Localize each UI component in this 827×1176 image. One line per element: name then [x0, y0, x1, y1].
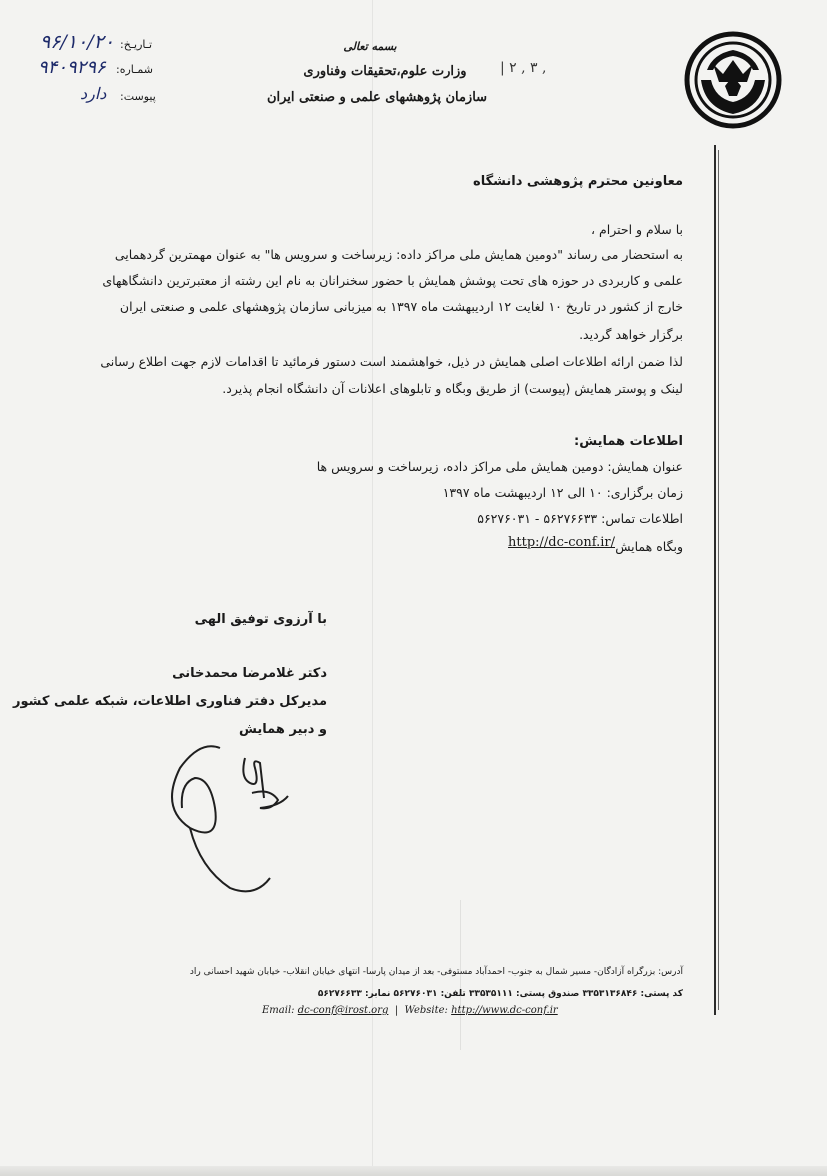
date-value: ۹۶/۱۰/۲۰ — [40, 31, 115, 53]
paragraph-line: علمی و کاربردی در حوزه های تحت پوشش همایش با حضور سخنرانان به نام این رشته از معتبرترین دانشگاههای — [102, 273, 683, 288]
conference-date: زمان برگزاری: ۱۰ الی ۱۲ اردیبهشت ماه ۱۳۹۷ — [442, 485, 683, 500]
paragraph-line: لینک و پوستر همایش (پیوست) از طریق وبگاه و تابلوهای اعلانات آن دانشگاه انجام پذیرد. — [222, 381, 683, 396]
paragraph-line: لذا ضمن ارائه اطلاعات اصلی همایش در ذیل، خواهشمند است دستور فرمائید تا اقدامات لازم جهت اطلاع رسانی — [100, 354, 683, 369]
signer-role: و دبیر همایش — [239, 722, 327, 737]
website-label: Website: — [404, 1005, 448, 1016]
date-label: تـاریـخ: — [120, 38, 153, 51]
organization-logo-icon — [683, 30, 783, 130]
separator: | — [391, 1005, 402, 1016]
conference-info-heading: اطلاعات همایش: — [574, 434, 683, 449]
margin-rule — [718, 150, 719, 1010]
handwritten-signature — [160, 738, 310, 898]
signer-name: دکتر غلامرضا محمدخانی — [172, 666, 327, 681]
paper-fold-line — [372, 0, 373, 1176]
email-label: Email: — [262, 1005, 295, 1016]
footer-web — [262, 1005, 558, 1016]
number-value: ۹۴۰۹۲۹۶ — [38, 57, 106, 78]
footer-address: آدرس: بزرگراه آزادگان- مسیر شمال به جنوب- احمدآباد مستوفی- بعد از میدان پارسا- انتهای خیابان انقلاب- خیابان شهید احسانی راد — [189, 967, 683, 977]
paragraph-line: به استحضار می رساند "دومین همایش ملی مراکز داده: زیرساخت و سرویس ها" به عنوان مهمترین گردهمایی — [114, 247, 683, 262]
ministry-name: وزارت علوم،تحقیقات وفناوری — [303, 64, 467, 79]
page-edge — [0, 1166, 827, 1176]
footer-contacts: کد پستی: ۳۳۵۳۱۳۶۸۴۶ صندوق پستی: ۳۳۵۳۵۱۱۱ تلفن: ۵۶۲۷۶۰۳۱ نمابر: ۵۶۲۷۶۶۳۳ — [317, 989, 683, 999]
organization-name: سازمان پژوهشهای علمی و صنعتی ایران — [266, 90, 488, 105]
paragraph-line: خارج از کشور در تاریخ ۱۰ لغایت ۱۲ اردیبهشت ماه ۱۳۹۷ به میزبانی سازمان پژوهشهای علمی و صنعتی ایران — [119, 299, 683, 314]
paragraph-line: برگزار خواهد گردید. — [579, 327, 683, 342]
conference-website-label: وبگاه همایش — [615, 539, 683, 554]
email-link[interactable]: dc-conf@irost.org — [297, 1005, 389, 1016]
closing-wish: با آرزوی توفیق الهی — [194, 612, 327, 627]
attachment-label: پیوست: — [120, 90, 156, 103]
number-label: شمـاره: — [116, 63, 153, 76]
conference-contact: اطلاعات تماس: ۵۶۲۷۶۶۳۳ - ۵۶۲۷۶۰۳۱ — [477, 511, 683, 526]
conference-website-link[interactable]: http://dc-conf.ir/ — [508, 535, 615, 550]
recipient: معاونین محترم پژوهشی دانشگاه — [473, 174, 683, 189]
greeting: با سلام و احترام ، — [590, 222, 683, 237]
signer-title: مدیرکل دفتر فناوری اطلاعات، شبکه علمی کشور — [13, 694, 327, 709]
registration-marks: | ۲ , ٣ , — [500, 60, 547, 76]
attachment-value: دارد — [80, 84, 107, 103]
margin-rule — [714, 145, 716, 1015]
website-link[interactable]: http://www.dc-conf.ir — [451, 1005, 558, 1016]
conference-title: عنوان همایش: دومین همایش ملی مراکز داده، زیرساخت و سرویس ها — [316, 459, 683, 474]
invocation: بسمه تعالی — [343, 40, 397, 53]
